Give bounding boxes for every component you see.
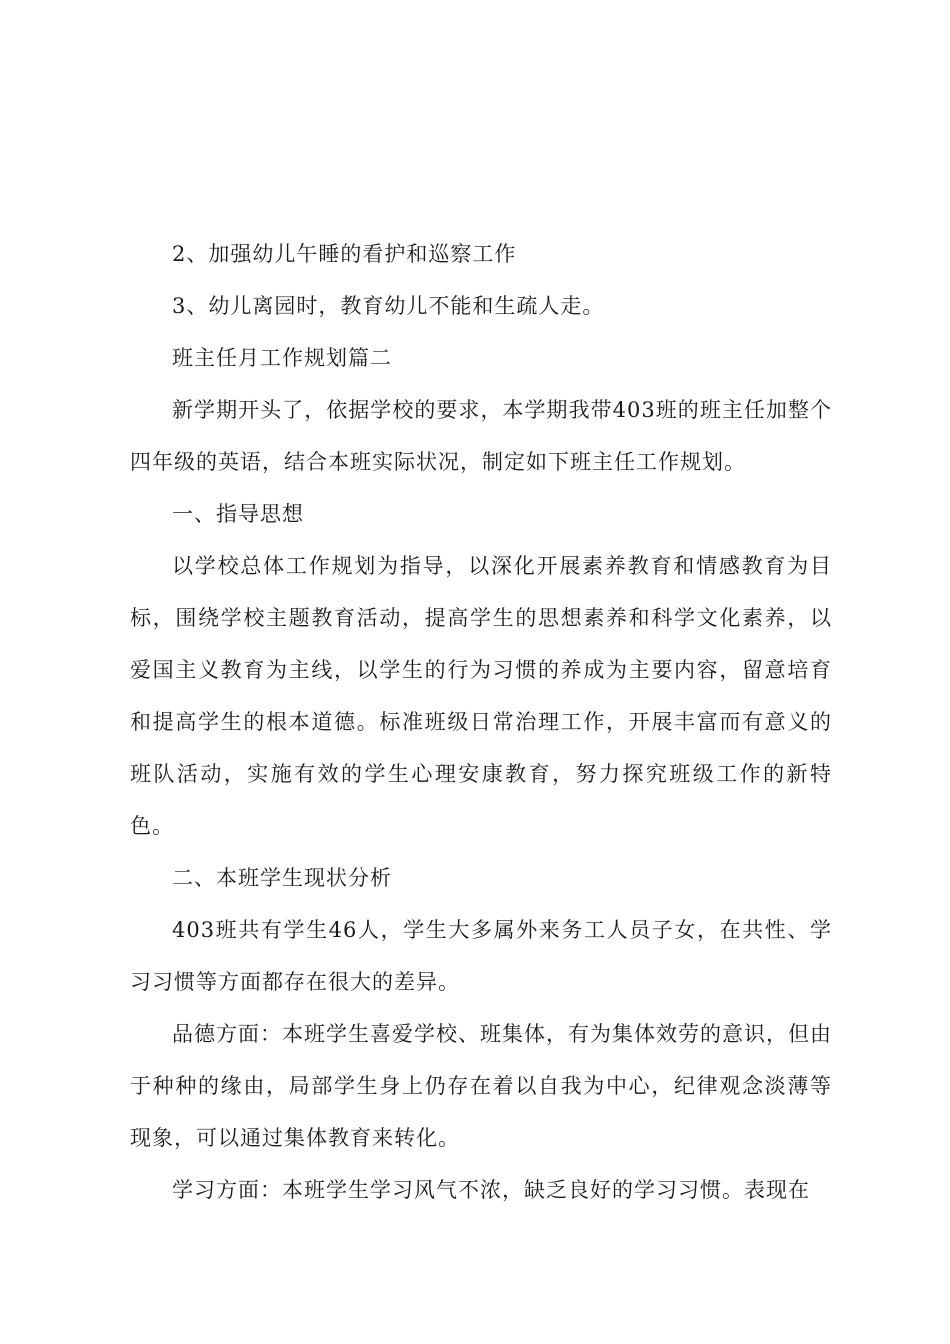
paragraph-study-aspect: 学习方面：本班学生学习风气不浓，缺乏良好的学习习惯。表现在: [172, 1178, 810, 1202]
paragraph-nap-supervision: 2、加强幼儿午睡的看护和巡察工作: [172, 242, 517, 266]
paragraph-guiding-ideology: 以学校总体工作规划为指导，以深化开展素养教育和情感教育为目标，围绕学校主题教育活动，提高学生的思想素养和科学文化素养，以爱国主义教育为主线，以学生的行为习惯的养成为主要内容，留意培育和提高学生的根本道德。标准班级日常治理工作，开展丰富而有意义的班队活动，实施有效的学生心理安康教育，努力探究班级工作的新特色。: [130, 554, 832, 838]
heading-student-analysis: 二、本班学生现状分析: [172, 866, 392, 890]
document-body: [130, 228, 832, 1216]
paragraph-leaving-kindergarten: 3、幼儿离园时，教育幼儿不能和生疏人走。: [172, 294, 605, 318]
paragraph-class-overview: 403班共有学生46人，学生大多属外来务工人员子女，在共性、学习习惯等方面都存在很大的差异。: [130, 918, 832, 994]
heading-guiding-ideology: 一、指导思想: [172, 502, 304, 526]
paragraph-intro: 新学期开头了，依据学校的要求，本学期我带403班的班主任加整个四年级的英语，结合本班实际状况，制定如下班主任工作规划。: [130, 398, 832, 474]
paragraph-moral-aspect: 品德方面：本班学生喜爱学校、班集体，有为集体效劳的意识，但由于种种的缘由，局部学生身上仍存在着以自我为中心，纪律观念淡薄等现象，可以通过集体教育来转化。: [130, 1022, 832, 1150]
section-title-part-two: 班主任月工作规划篇二: [172, 346, 392, 370]
